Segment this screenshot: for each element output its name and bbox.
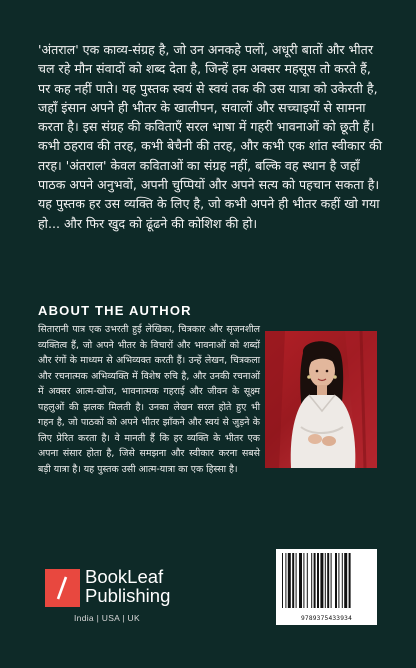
- isbn-barcode: [276, 549, 377, 625]
- author-bio: सितारानी पात्र एक उभरती हुई लेखिका, चित्रकार और सृजनशील व्यक्तित्व हैं, जो अपने भीतर के विचारों और भावनाओं को शब्दों और रंगों के माध्यम से अभिव्यक्त करती हैं। उन्हें लेखन, चित्रकला और रचनात्मक अभिव्यक्ति में विशेष रुचि है, और उनकी रचनाओं में अक्सर आत्म-खोज, भावनात्मक गहराई और जीवन के सूक्ष्म पहलुओं की झलक मिलती है। उनका लेखन सरल होते हुए भी गहन है, जो पाठकों को अपने भीतर झाँकने और स्वयं से जुड़ने के लिए प्रेरित करता है। वे मानती हैं कि हर व्यक्ति के भीतर एक अपना संसार होता है, जिसे समझना और स्वीकार करना सबसे बड़ी यात्रा है। यह पुस्तक उसी आत्म-यात्रा का एक हिस्सा है।: [38, 324, 260, 475]
- publisher-logo: [45, 566, 185, 629]
- isbn-number: 9789375433934: [300, 615, 353, 622]
- publisher-name-line2: Publishing: [85, 585, 171, 606]
- booklea-logo-icon: [45, 569, 80, 607]
- publisher-name-line1: BookLeaf: [85, 566, 164, 587]
- barcode-icon: [282, 553, 371, 608]
- about-author-heading: ABOUT THE AUTHOR: [38, 303, 192, 318]
- publisher-locations: India | USA | UK: [74, 613, 140, 623]
- back-cover-blurb: 'अंतराल' एक काव्य-संग्रह है, जो उन अनकहे पलों, अधूरी बातों और भीतर चल रहे मौन संवादों को शब्द देता है, जिन्हें हम अक्सर महसूस तो करते हैं, पर कह नहीं पाते। यह पुस्तक स्वयं से स्वयं तक की उस यात्रा को उकेरती है, जहाँ इंसान अपने ही भीतर के खालीपन, सवालों और सच्चाइयों से सामना करता है। इस संग्रह की कविताएँ सरल भाषा में गहरी भावनाओं को छूती हैं। कभी ठहराव की तरह, कभी बेचैनी की तरह, और कभी एक शांत स्वीकार की तरह। 'अंतराल' केवल कविताओं का संग्रह नहीं, बल्कि वह स्थान है जहाँ पाठक अपने अनुभवों, अपनी चुप्पियों और अपने सत्य को पहचान सकता है। यह पुस्तक हर उस व्यक्ति के लिए है, जो कभी अपने ही भीतर कहीं खो गया हो... और फिर खुद को ढूंढने की कोशिश की हो।: [38, 42, 383, 231]
- author-photo: [265, 331, 377, 468]
